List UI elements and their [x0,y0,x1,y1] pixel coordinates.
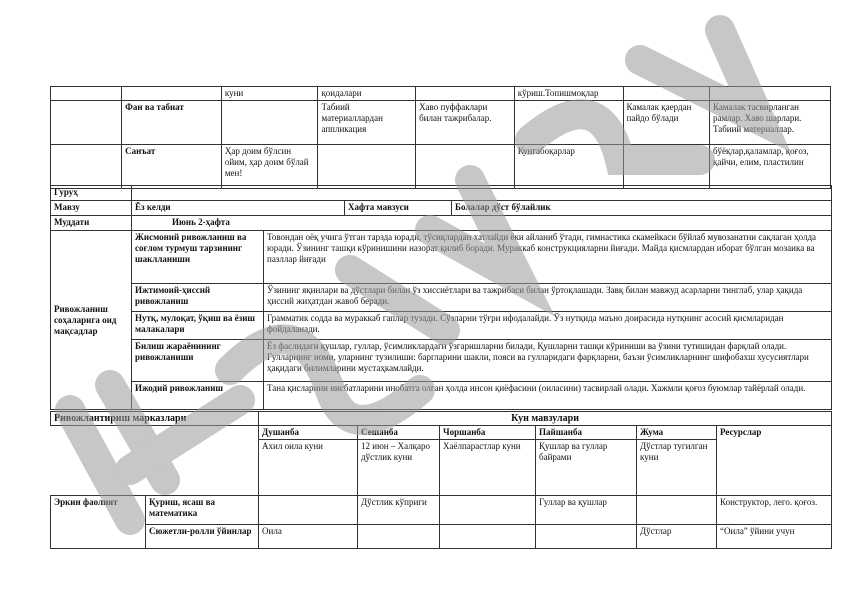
schedule-table [50,411,832,549]
goals-label: Ривожланиш соҳаларига оид мақсадлар [51,231,132,410]
activity-cell [259,496,358,525]
day-topic: Дўстлар тугилган куни [637,440,717,496]
goal-area: Жисмоний ривожланиш ва соғлом турмуш тарзининг шаклланиши [132,231,264,284]
group-value [132,186,832,201]
day-header-tue: Сешанба [358,426,440,440]
info-table [50,185,832,231]
activity-name: Қуриш, ясаш ва математика [146,496,259,525]
activity-cell [358,525,440,549]
cell: Хаво пуффаклари билан тажрибалар. [416,101,515,145]
cell: куни [221,87,318,101]
cell [623,87,709,101]
goal-text: Тана қисларини нисбатларини инобатга олган ҳолда инсон қиёфасини (оиласини) тасвирлай олади. Хажмли қоғоз буюмлар тайёрлай олади. [264,382,832,410]
activity-name: Сюжетли-ролли ўйинлар [146,525,259,549]
cell [318,145,416,189]
cell: Камалак тасвирланган рамлар. Хаво шарлари. Табиий материаллар. [709,101,830,145]
activity-cell: Дўстлик кўприги [358,496,440,525]
activity-cell [536,525,637,549]
subject-label: Фан ва табиат [122,101,222,145]
cell: Табиий материаллардан аппликация [318,101,416,145]
activity-cell: Дўстлар [637,525,717,549]
cell [416,87,515,101]
cell: қоидалари [318,87,416,101]
goal-text: Ўзининг яқинлари ва дўстлари билан ўз хиссиётлари ва тажрибаси билан ўртоқлашади. Завқ билан мавжуд асарларни тинглаб, улар ҳақида ҳиссий жиҳатдан жавоб беради. [264,284,832,312]
cell [221,101,318,145]
group-label: Гуруҳ [51,186,132,201]
week-theme-value: Болалар дўст бўлайлик [452,201,832,216]
cell [514,101,623,145]
cell: Кунгабоқарлар [514,145,623,189]
day-header-mon: Душанба [259,426,358,440]
duration-label: Муддати [51,216,132,231]
day-topic: 12 июн – Халқаро дўстлик куни [358,440,440,496]
day-header-fri: Жума [637,426,717,440]
top-row-nature [51,101,831,145]
cell: кўриш.Топишмоқлар [514,87,623,101]
free-activity-label: Эркин фаолият [51,496,146,549]
cell [416,145,515,189]
goal-area: Нутқ, мулоқат, ўқиш ва ёзиш малакалари [132,312,264,340]
day-header-thu: Пайшанба [536,426,637,440]
top-plan-table [50,86,831,189]
top-row-continued [51,87,831,101]
goals-table [50,230,832,410]
top-row-art [51,145,831,189]
week-theme-label: Хафта мавзуси [345,201,452,216]
goal-text: Товондан оёқ учига ўтган тарзда юради, тўсиқлардан хатлайди ёки айланиб ўтади, гимнастика скамейкаси бўйлаб мувозанатни сақлаган ҳолда юради. Ўзининг ташқи кўринишини назорат қилиб боради. Мураккаб конструкцияларни йиғади. Майда қисмлардан иборат бўлган мозаика ва пазллар йиғади [264,231,832,284]
cell [623,145,709,189]
centers-label: Ривожлантириш марказлари [51,412,259,426]
theme-label: Мавзу [51,201,132,216]
activity-cell [637,496,717,525]
goal-text: Грамматик содда ва мураккаб гаплар тузади. Сўзларни тўғри ифодалайди. Ўз нутқида маъно доирасида нутқнинг асосий қисмларидан фойдаланади. [264,312,832,340]
day-topic: Хаёлпарастлар куни [440,440,536,496]
cell: бўёқлар,қаламлар, қоғоз, қайчи, елим, пластилин [709,145,830,189]
goal-text: Ёз фаслидаги қушлар, гуллар, ўсимликлардаги ўзгаришларни билади, Қушларни ташқи кўриниши ва ўзини тутишидан фарқлай олади. Гулларнинг номи, уларнинг тузилиши: баргларини шакли, пояси ва гулларидаги фарқларни, баъзи ўсимликларнинг шифобахш хусусиятлари ҳақидаги билимларини мустаҳкамлайди. [264,340,832,382]
cell: Ҳар доим бўлсин ойим, ҳар доим бўлай мен! [221,145,318,189]
activity-cell: Гуллар ва қушлар [536,496,637,525]
day-topic: Қушлар ва гуллар байрами [536,440,637,496]
activity-cell [440,525,536,549]
activity-resource: “Оила” ўйини учун [717,525,832,549]
day-header-wed: Чоршанба [440,426,536,440]
cell: Камалак қаердан пайдо бўлади [623,101,709,145]
activity-cell: Оила [259,525,358,549]
duration-value: Июнь 2-ҳафта [132,216,832,231]
goal-area: Ижодий ривожланиш [132,382,264,410]
days-label: Кун мавзулари [259,412,832,426]
goal-area: Билиш жараёнининг ривожланиши [132,340,264,382]
subject-label: Санъат [122,145,222,189]
cell [709,87,830,101]
activity-cell [440,496,536,525]
theme-value: Ёз келди [132,201,345,216]
day-topic: Ахил оила куни [259,440,358,496]
resources-label: Ресурслар [717,426,832,496]
goal-area: Ижтимоий-ҳиссий ривожланиш [132,284,264,312]
activity-resource: Конструктор, лего. қоғоз. [717,496,832,525]
